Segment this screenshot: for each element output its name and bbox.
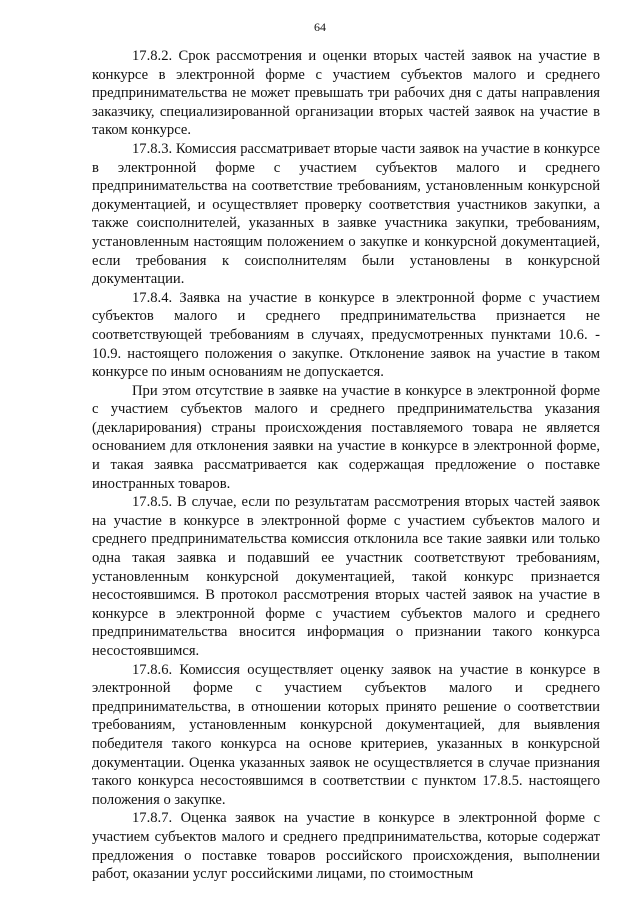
paragraph-17-8-4-continuation: При этом отсутствие в заявке на участие в конкурсе в электронной форме с участием субъектов малого и среднего предпринимательства указания (декларирования) страны происхождения поставляемого товара не является основанием для отклонения заявки на участие в конкурсе в электронной форме, и такая заявка рассматривается как содержащая предложение о поставке иностранных товаров. (92, 382, 600, 492)
paragraph-17-8-7: 17.8.7. Оценка заявок на участие в конкурсе в электронной форме с участием субъектов малого и среднего предпринимательства, которые содержат предложения о поставке товаров российского происхождения, выполнении работ, оказании услуг российскими лицами, по стоимостным (92, 810, 600, 883)
page-number: 64 (314, 20, 326, 34)
paragraph-17-8-6: 17.8.6. Комиссия осуществляет оценку заявок на участие в конкурсе в электронной форме с участием субъектов малого и среднего предпринимательства, в отношении которых принято решение о соответствии требованиям, установленным конкурсной документацией, для выявления победителя такого конкурса на основе критериев, указанных в конкурсной документации. Оценка указанных заявок не осуществляется в случае признания такого конкурса несостоявшимся в соответствии с пунктом 17.8.5. настоящего положения о закупке. (92, 661, 600, 808)
paragraph-17-8-3: 17.8.3. Комиссия рассматривает вторые части заявок на участие в конкурсе в электронной форме с участием субъектов малого и среднего предпринимательства на соответствие требованиям, установленным конкурсной документацией, и осуществляет проверку соответствия участников закупки, а также соисполнителей, указанных в заявке участника закупки, требованиям, установленным настоящим положением о закупке и конкурсной документацией, если требования к соисполнителям были установлены в конкурсной документации. (92, 140, 600, 288)
paragraph-17-8-2: 17.8.2. Срок рассмотрения и оценки вторых частей заявок на участие в конкурсе в электронной форме с участием субъектов малого и среднего предпринимательства не может превышать три рабочих дня с даты направления заказчику, специализированной организации вторых частей заявок на участие в таком конкурсе. (92, 48, 600, 139)
paragraph-17-8-5: 17.8.5. В случае, если по результатам рассмотрения вторых частей заявок на участие в конкурсе в электронной форме с участием субъектов малого и среднего предпринимательства комиссия отклонила все такие заявки или только одна такая заявка и подавший ее участник соответствуют требованиям, установленным конкурсной документацией, такой конкурс признается несостоявшимся. В протокол рассмотрения вторых частей заявок на участие в конкурсе в электронной форме с участием субъектов малого и среднего предпринимательства вносится информация о признании такого конкурса несостоявшимся. (92, 494, 600, 659)
document-body (92, 47, 600, 884)
paragraph-17-8-4: 17.8.4. Заявка на участие в конкурсе в электронной форме с участием субъектов малого и среднего предпринимательства признается не соответствующей требованиям в случаях, предусмотренных пунктами 10.6. - 10.9. настоящего положения о закупке. Отклонение заявок на участие в таком конкурсе по иным основаниям не допускается. (92, 289, 600, 381)
